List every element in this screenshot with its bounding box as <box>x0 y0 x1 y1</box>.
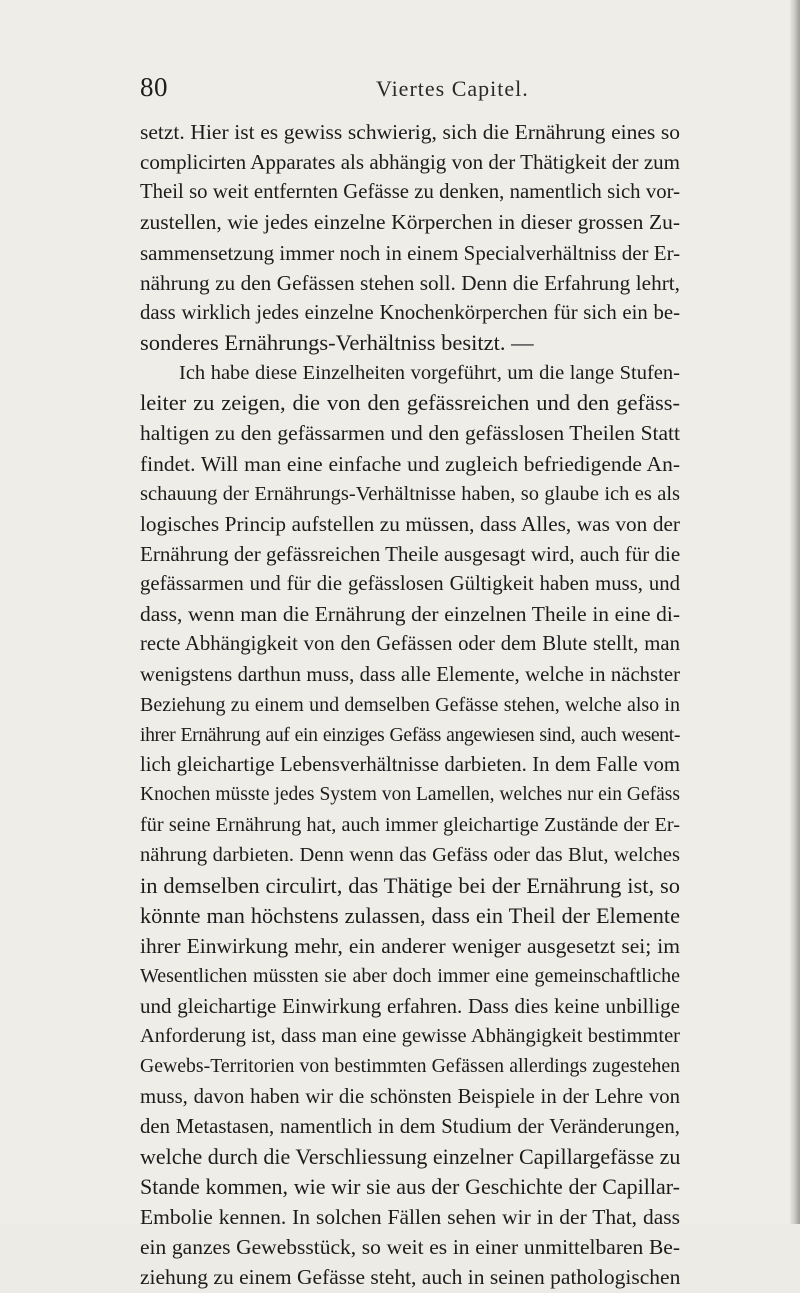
page-header <box>140 72 680 112</box>
text-line: dass wirklich jedes einzelne Knochenkörperchen für sich ein be- <box>140 301 680 324</box>
text-line: recte Abhängigkeit von den Gefässen oder dem Blute stellt, man <box>140 633 680 656</box>
text-line: Anforderung ist, dass man eine gewisse Abhängigkeit bestimmter <box>140 1025 680 1048</box>
text-line: Ich habe diese Einzelheiten vorgeführt, um die lange Stufen- <box>179 362 680 385</box>
text-line: lich gleichartige Lebensverhältnisse darbieten. In dem Falle vom <box>140 753 680 776</box>
text-line: findet. Will man eine einfache und zugleich befriedigende An- <box>140 451 680 476</box>
text-line: complicirten Apparates als abhängig von der Thätigkeit der zum <box>140 150 680 175</box>
text-line: muss, davon haben wir die schönsten Beispiele in der Lehre von <box>140 1085 680 1108</box>
text-line: setzt. Hier ist es gewiss schwierig, sich die Ernährung eines so <box>140 120 680 144</box>
text-line: Beziehung zu einem und demselben Gefässe stehen, welche also in <box>140 693 680 716</box>
text-line: könnte man höchstens zulassen, dass ein Theil der Elemente <box>140 902 680 928</box>
text-line: ihrer Ernährung auf ein einziges Gefäss angewiesen sind, auch wesent- <box>140 723 680 746</box>
text-line: sammensetzung immer noch in einem Specialverhältniss der Er- <box>140 240 681 265</box>
text-line: leiter zu zeigen, die von den gefässreichen und den gefäss- <box>140 390 680 416</box>
page-number: 80 <box>140 72 168 102</box>
text-line: Gewebs-Territorien von bestimmten Gefässen allerdings zugestehen <box>140 1055 680 1078</box>
text-line: Stande kommen, wie wir sie aus der Geschichte der Capillar- <box>140 1173 680 1199</box>
body-text <box>140 117 680 1292</box>
text-line: dass, wenn man die Ernährung der einzelnen Theile in eine di- <box>140 602 680 627</box>
text-line: den Metastasen, namentlich in dem Studium der Veränderungen, <box>140 1115 680 1138</box>
text-line: und gleichartige Einwirkung erfahren. Dass dies keine unbillige <box>140 994 680 1019</box>
text-line: sonderes Ernährungs-Verhältniss besitzt. — <box>140 329 534 355</box>
text-line: ziehung zu einem Gefässe steht, auch in seinen pathologischen <box>140 1265 681 1290</box>
running-head: Viertes Capitel. <box>376 76 529 101</box>
text-line: welche durch die Verschliessung einzelner Capillargefässe zu <box>140 1143 681 1169</box>
text-line: nährung darbieten. Denn wenn das Gefäss oder das Blut, welches <box>140 844 680 867</box>
text-line: nährung zu den Gefässen stehen soll. Denn die Erfahrung lehrt, <box>140 270 680 295</box>
text-line: gefässarmen und für die gefässlosen Gültigkeit haben muss, und <box>140 573 680 596</box>
text-line: Embolie kennen. In solchen Fällen sehen wir in der That, dass <box>140 1205 680 1230</box>
text-line: in demselben circulirt, das Thätige bei der Ernährung ist, so <box>140 872 680 898</box>
page-edge-shadow <box>790 0 800 1224</box>
text-line: wenigstens darthun muss, dass alle Elemente, welche in nächster <box>140 663 680 686</box>
text-line: ihrer Einwirkung mehr, ein anderer weniger ausgesetzt sei; im <box>140 933 680 958</box>
text-line: für seine Ernährung hat, auch immer gleichartige Zustände der Er- <box>140 814 680 837</box>
text-line: schauung der Ernährungs-Verhältnisse haben, so glaube ich es als <box>140 482 680 505</box>
text-line: Ernährung der gefässreichen Theile ausgesagt wird, auch für die <box>140 541 681 566</box>
text-line: Knochen müsste jedes System von Lamellen, welches nur ein Gefäss <box>140 784 680 806</box>
text-line: haltigen zu den gefässarmen und den gefässlosen Theilen Statt <box>140 421 680 446</box>
text-line: Wesentlichen müssten sie aber doch immer eine gemeinschaftliche <box>140 964 680 987</box>
text-line: ein ganzes Gewebsstück, so weit es in einer unmittelbaren Be- <box>140 1235 680 1260</box>
text-line: logisches Princip aufstellen zu müssen, dass Alles, was von der <box>140 511 680 536</box>
text-line: zustellen, wie jedes einzelne Körperchen in dieser grossen Zu- <box>140 210 680 235</box>
text-line: Theil so weit entfernten Gefässe zu denken, namentlich sich vor- <box>140 181 680 204</box>
